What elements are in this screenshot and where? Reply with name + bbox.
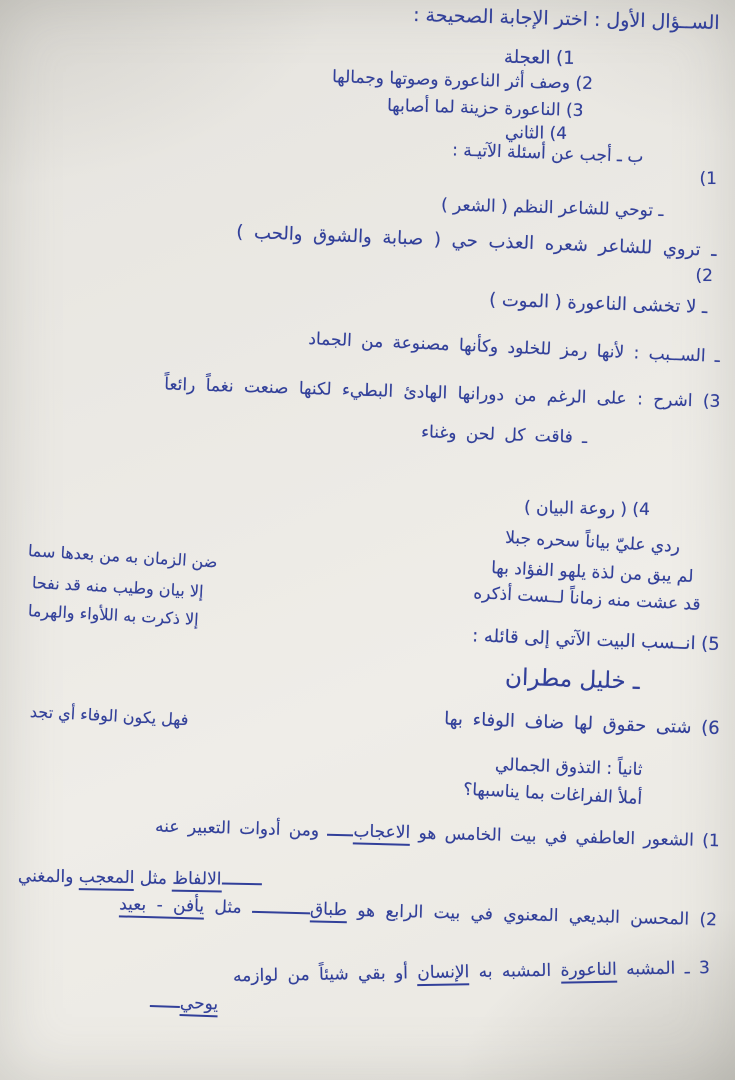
taste-1b-blank-filled: الالفاظ (172, 869, 222, 893)
taste-1-text-c: ومن أدوات التعبير عنه (155, 816, 329, 842)
item-5-answer: ـ خليل مطران (504, 664, 641, 695)
verse-left-1: ضن الزمان به من بعدها سما (27, 541, 218, 572)
taste-1b-text-b: مثل (134, 868, 173, 889)
item-6-verse-left: فهل يكون الوفاء أي تجد (29, 702, 189, 730)
choice-2: 2) وصف أثر الناعورة وصوتها وجمالها (331, 67, 594, 94)
item-1-answer-1: ـ توحي للشاعر النظم ( الشعر ) (440, 195, 664, 221)
taste-item-3-line (233, 958, 710, 988)
choice-4: 4) الثاني (504, 122, 568, 144)
verse-left-3: إلا ذكرت به اللأواء والهرما (27, 601, 200, 629)
item-1-label: 1) (699, 169, 717, 189)
exam-title: الســؤال الأول : اختر الإجابة الصحيحة : (413, 3, 721, 34)
verse-left-2: إلا بيان وطيب منه قد نفحا (31, 573, 204, 601)
taste-3-blank-filled-1: الناعورة (560, 960, 617, 984)
taste-3-text-e: أو بقي شيئاً من لوازمه (232, 963, 418, 987)
item-5-question: 5) انــسب البيت الآتي إلى قائله : (472, 625, 721, 655)
taste-2-text-c: مثل (203, 896, 253, 919)
verse-right-2: لم يبق من لذة يلهو الفؤاد بها (490, 558, 694, 587)
item-2-reason: ـ الســبب : لأنها رمز للخلود وكأنها مصنوعة من الجماد (308, 329, 721, 367)
taste-item-1-line-2 (18, 864, 262, 892)
taste-item-1-line-1 (155, 814, 720, 852)
blank-underline (328, 819, 354, 837)
taste-2-text-a: 2) المحسن البديعي المعنوي في بيت الرابع هو (346, 900, 718, 931)
item-4-heading: 4) ( روعة البيان ) (524, 497, 651, 520)
taste-1b-example: المعجب (79, 867, 135, 891)
taste-item-2-line (119, 892, 717, 931)
section-b-heading: ب ـ أجب عن أسئلة الآتيـة : (451, 140, 644, 167)
item-3-question: 3) اشرح : على الرغم من دورانها الهادئ البطيء لكنها صنعت نغماً رائعاً (163, 374, 721, 412)
section-2-heading: ثانياً : التذوق الجمالي (494, 754, 643, 780)
section-2-subheading: أملأ الفراغات بما يناسبها؟ (462, 779, 643, 809)
verse-right-1: ردي عليّ بياناً سحره جبلا (504, 527, 681, 557)
taste-3-blank-filled-2: الإنسان (417, 962, 469, 986)
taste-3-text-a: 3 ـ المشبه (616, 958, 711, 980)
item-3-answer: ـ فاقت كل لحن وغناء (420, 422, 588, 448)
taste-2-blank-filled: طباق (310, 900, 348, 924)
taste-3-text-c: المشبه به (469, 960, 561, 983)
verse-right-3: قد عشت منه زماناً لــست أذكره (472, 583, 701, 615)
item-2-answer-1: ـ لا تخشى الناعورة ( الموت ) (488, 289, 708, 318)
blank-underline (221, 868, 261, 886)
choice-1: 1) العجلة (504, 46, 576, 69)
taste-1-blank-filled: الاعجاب (353, 822, 410, 846)
blank-underline (150, 990, 181, 1008)
taste-item-3-answer (150, 990, 219, 1016)
taste-1-text-a: 1) الشعور العاطفي في بيت الخامس هو (410, 823, 721, 852)
choice-3: 3) الناعورة حزينة لما أصابها (386, 95, 584, 121)
item-2-label: 2) (695, 266, 713, 286)
item-6-verse-right: 6) شتى حقوق لها ضاف الوفاء بها (444, 708, 721, 739)
taste-3-answer-word: يوحي (180, 993, 219, 1017)
blank-underline (252, 896, 310, 915)
taste-2-example: يأفن - بعيد (119, 895, 204, 920)
item-1-answer-2: ـ تروي للشاعر شعره العذب حي ( صبابة والشوق والحب ) (236, 221, 718, 261)
taste-1b-text-d: والمغني (17, 866, 80, 888)
